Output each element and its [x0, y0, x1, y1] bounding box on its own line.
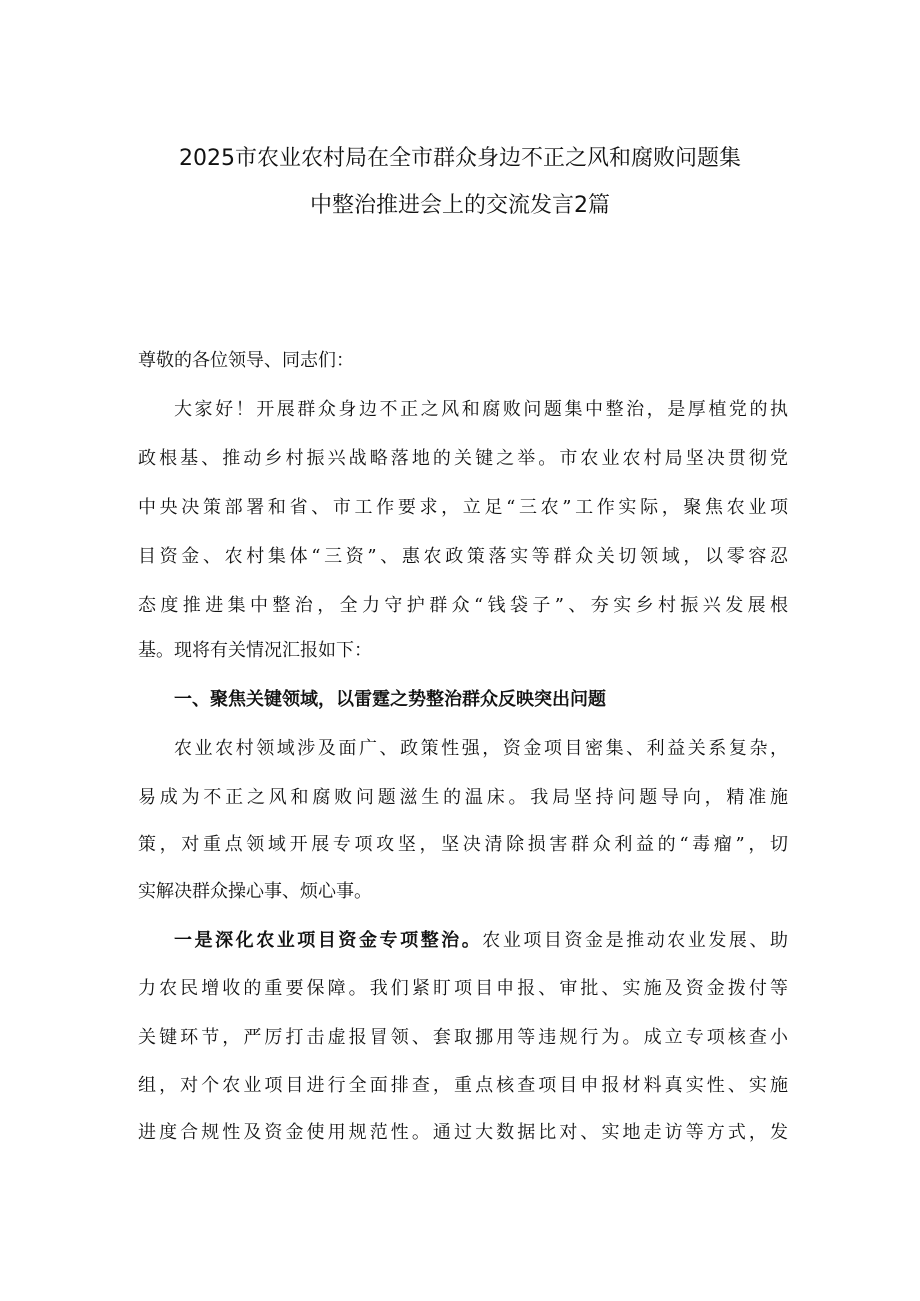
point-1-line-2: 力农民增收的重要保障。我们紧盯项目申报、审批、实施及资金拨付等	[138, 978, 788, 999]
point-1-first-line	[174, 926, 788, 956]
section-1-line-2: 易成为不正之风和腐败问题滋生的温床。我局坚持问题导向，精准施	[138, 787, 788, 808]
point-1-first-rest: 农业项目资金是推动农业发展、助	[482, 930, 789, 951]
section-1-heading: 一、聚焦关键领域，以雷霆之势整治群众反映突出问题	[174, 689, 606, 710]
salutation: 尊敬的各位领导、同志们：	[138, 350, 354, 371]
point-1-line-3: 关键环节，严厉打击虚报冒领、套取挪用等违规行为。成立专项核查小	[138, 1027, 788, 1048]
intro-line-4: 目资金、农村集体“三资”、惠农政策落实等群众关切领域，以零容忍	[138, 546, 788, 567]
section-1-line-3: 策，对重点领域开展专项攻坚，坚决清除损害群众利益的“毒瘤”，切	[138, 834, 788, 855]
section-1-line-1: 农业农村领域涉及面广、政策性强，资金项目密集、利益关系复杂，	[174, 738, 788, 759]
intro-line-2: 政根基、推动乡村振兴战略落地的关键之举。市农业农村局坚决贯彻党	[138, 448, 788, 469]
document-title-line-1: 2025市农业农村局在全市群众身边不正之风和腐败问题集	[179, 146, 741, 171]
intro-line-6: 基。现将有关情况汇报如下：	[138, 640, 372, 661]
point-1-lead: 一是深化农业项目资金专项整治。	[174, 930, 483, 951]
point-1-line-4: 组，对个农业项目进行全面排查，重点核查项目申报材料真实性、实施	[138, 1075, 788, 1096]
document-title-line-2: 中整治推进会上的交流发言2篇	[310, 193, 610, 218]
intro-line-3: 中央决策部署和省、市工作要求，立足“三农”工作实际，聚焦农业项	[138, 497, 788, 518]
point-1-line-5: 进度合规性及资金使用规范性。通过大数据比对、实地走访等方式，发	[138, 1122, 788, 1143]
intro-line-1: 大家好！开展群众身边不正之风和腐败问题集中整治，是厚植党的执	[174, 399, 788, 420]
intro-line-5: 态度推进集中整治，全力守护群众“钱袋子”、夯实乡村振兴发展根	[138, 595, 788, 616]
section-1-line-4: 实解决群众操心事、烦心事。	[138, 881, 372, 902]
